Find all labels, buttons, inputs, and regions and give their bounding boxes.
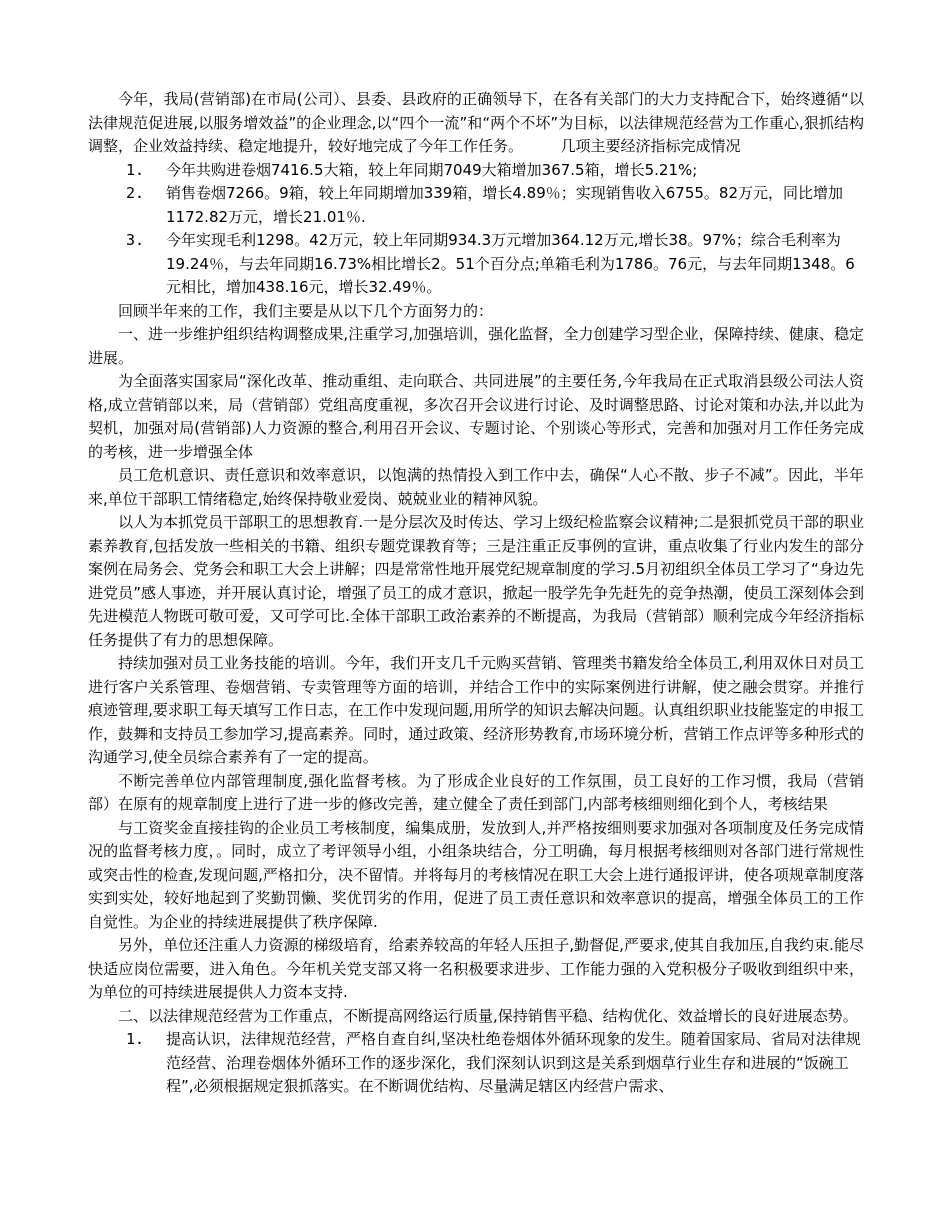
body-paragraph: 以人为本抓党员干部职工的思想教育.一是分层次及时传达、学习上级纪检监察会议精神;二是狠抓党员干部的职业素养教育,包括发放一些相关的书籍、组织专题党课教育等；三是注重正反事例的宣讲，重点收集了行业内发生的部分案例在局务会、党务会和职工大会上讲解；四是常常性地开展党纪规章制度的学习.5月初组织全体员工学习了“身边先进党员”感人事迹，并开展认真讨论，增强了员工的成才意识，掀起一股学先争先赶先的竞争热潮，使员工深刻体会到先进模范人物既可敬可爱，又可学可比.全体干部职工政治素养的不断提高，为我局（营销部）顺利完成今年经济指标任务提供了有力的思想保障。 bbox=[88, 513, 864, 649]
section-one-heading: 一、进一步维护组织结构调整成果,注重学习,加强培训，强化监督，全力创建学习型企业，保障持续、健康、稳定进展。 bbox=[88, 325, 864, 367]
list-text: 销售卷烟7266。9箱，较上年同期增加339箱，增长4.89％；实现销售收入6755。82万元，同比增加1172.82万元，增长21.01％. bbox=[166, 184, 844, 226]
list-number: 3. bbox=[126, 231, 145, 249]
review-paragraph: 回顾半年来的工作，我们主要是从以下几个方面努力的： bbox=[118, 301, 494, 320]
list-number: 1. bbox=[126, 160, 145, 179]
list-text: 提高认识，法律规范经营，严格自查自纠,坚决杜绝卷烟体外循环现象的发生。随着国家局、省局对法律规范经营、治理卷烟体外循环工作的逐步深化，我们深刻认识到这是关系到烟草行业生存和进展的“饭碗工程”,必须根据规定狠抓落实。在不断调优结构、尽量满足辖区内经营户需求、 bbox=[166, 1030, 861, 1095]
body-paragraph: 持续加强对员工业务技能的培训。今年，我们开支几千元购买营销、管理类书籍发给全体员工,利用双休日对员工进行客户关系管理、卷烟营销、专卖管理等方面的培训，并结合工作中的实际案例进行讲解，使之融会贯穿。并推行痕迹管理,要求职工每天填写工作日志，在工作中发现问题,用所学的知识去解决问题。认真组织职业技能鉴定的申报工作，鼓舞和支持员工参加学习,提高素养。同时，通过政策、经济形势教育,市场环境分析，营销工作点评等多种形式的沟通学习,使全员综合素养有了一定的提高。 bbox=[88, 654, 864, 766]
body-paragraph: 与工资奖金直接挂钩的企业员工考核制度，编集成册，发放到人,并严格按细则要求加强对各项制度及任务完成情况的监督考核力度，。同时，成立了考评领导小组，小组条块结合，分工明确，每月根据考核细则对各部门进行常规性或突击性的检查,发现问题,严格扣分，决不留情。并将每月的考核情况在职工大会上进行通报评讲，使各项规章制度落实到实处，较好地起到了奖勤罚懒、奖优罚劣的作用，促进了员工责任意识和效率意识的提高，增强全体员工的工作自觉性。为企业的持续进展提供了秩序保障. bbox=[88, 818, 864, 931]
body-paragraph: 员工危机意识、责任意识和效率意识，以饱满的热情投入到工作中去，确保“人心不散、步子不减”。因此，半年来,单位干部职工情绪稳定,始终保持敬业爱岗、兢兢业业的精神风貌。 bbox=[88, 466, 864, 508]
list-number: 2. bbox=[126, 184, 145, 202]
section-two-list bbox=[88, 1028, 864, 1099]
body-paragraph: 不断完善单位内部管理制度,强化监督考核。为了形成企业良好的工作氛围，员工良好的工作习惯，我局（营销部）在原有的规章制度上进行了进一步的修改完善，建立健全了责任到部门,内部考核细则细化到个人，考核结果 bbox=[88, 771, 864, 813]
intro-paragraph: 今年，我局(营销部)在市局(公司）、县委、县政府的正确领导下，在各有关部门的大力支持配合下，始终遵循“以法律规范促进展,以服务增效益”的企业理念,以“四个一流”和“两个不坏”为目标，以法律规范经营为工作重心,狠抓结构调整，企业效益持续、稳定地提升，较好地完成了今年工作任务。 几项主要经济指标完成情况 bbox=[88, 90, 864, 155]
list-text: 今年实现毛利1298。42万元，较上年同期934.3万元增加364.12万元,增长38。97%；综合毛利率为19.24％，与去年同期16.73%相比增长2。51个百分点;单箱毛利为1786。76元，与去年同期1348。6元相比，增加438.16元，增长32.49％。 bbox=[166, 231, 855, 296]
body-paragraph: 另外，单位还注重人力资源的梯级培育，给素养较高的年轻人压担子,勤督促,严要求,使其自我加压,自我约束.能尽快适应岗位需要，进入角色。今年机关党支部又将一名积极要求进步、工作能力强的入党积极分子吸收到组织中来，为单位的可持续进展提供人力资本支持. bbox=[88, 936, 864, 1001]
list-item bbox=[88, 182, 864, 229]
list-text: 今年共购进卷烟7416.5大箱，较上年同期7049大箱增加367.5箱，增长5.21%; bbox=[166, 160, 698, 179]
list-item bbox=[88, 229, 864, 300]
body-paragraph: 为全面落实国家局“深化改革、推动重组、走向联合、共同进展”的主要任务,今年我局在正式取消县级公司法人资格,成立营销部以来，局（营销部）党组高度重视，多次召开会议进行讨论、及时调整思路、讨论对策和办法,并以此为契机，加强对局(营销部)人力资源的整合,利用召开会议、专题讨论、个别谈心等形式，完善和加强对月工作任务完成的考核，进一步增强全体 bbox=[88, 372, 864, 461]
list-item bbox=[88, 159, 864, 183]
list-number: 1. bbox=[126, 1030, 145, 1048]
indicator-list bbox=[88, 159, 864, 300]
section-two-heading: 二、以法律规范经营为工作重点，不断提高网络运行质量,保持销售平稳、结构优化、效益增长的良好进展态势。 bbox=[118, 1006, 858, 1025]
list-item bbox=[88, 1028, 864, 1099]
